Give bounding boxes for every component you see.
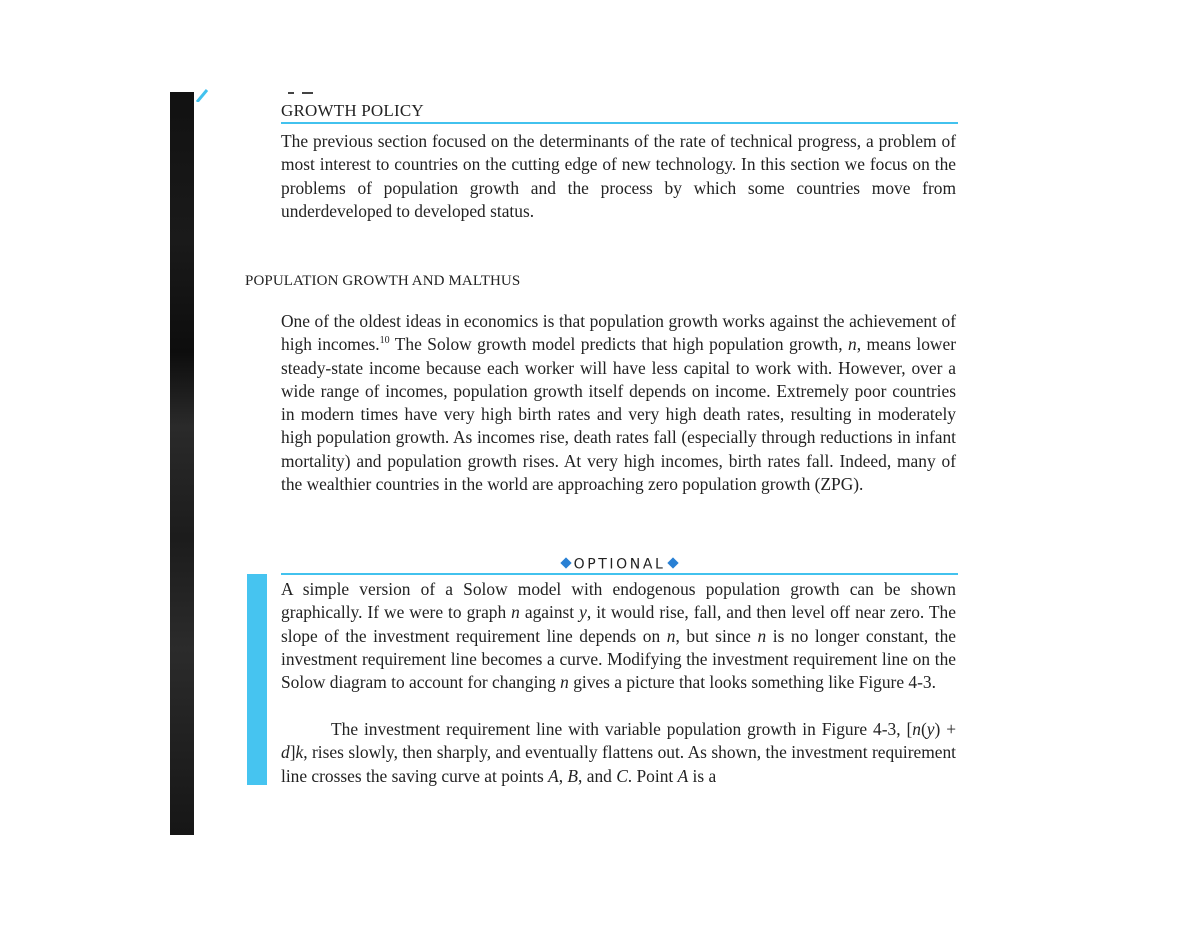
point-b: B	[567, 765, 579, 786]
var-n: n	[560, 672, 569, 693]
optional-label: OPTIONAL	[573, 556, 666, 573]
opt2-t5: , rises slowly, then sharply, and eventually flattens out. As shown, the investment requirement line crosses the saving curve at points	[281, 742, 956, 786]
optional-paragraph-2	[281, 718, 956, 788]
var-n: n	[666, 625, 676, 646]
footnote-ref[interactable]: 10	[379, 335, 390, 347]
section-title: GROWTH POLICY	[281, 101, 424, 120]
section-heading	[281, 102, 958, 124]
var-y: y	[579, 602, 587, 623]
optional-paragraph-1	[281, 578, 956, 694]
point-a: A	[548, 765, 559, 786]
opt2-t1: The investment requirement line with variable population growth in Figure 4-3, [	[331, 719, 913, 739]
opt2-t2: (	[920, 719, 927, 739]
opt2-t9: is a	[688, 765, 717, 786]
book-spine-shadow	[170, 92, 194, 835]
opt2-t8: . Point	[627, 765, 678, 786]
intro-paragraph	[281, 130, 956, 223]
malthus-text-a: One of the oldest ideas in economics is that population growth works against the achievement of high incomes.	[281, 311, 956, 355]
var-k: k	[295, 742, 304, 763]
opt1-t1: A simple version of a Solow model with endogenous population growth can be shown graphically. If we were to graph	[281, 579, 956, 623]
malthus-text	[281, 310, 956, 496]
opt1-t3: , it would rise, fall, and then level off near zero. The slope of the investment requirement line depends on	[281, 602, 956, 646]
optional-side-bar	[247, 574, 267, 785]
opt2-t7: , and	[578, 765, 617, 786]
optional-heading	[281, 555, 958, 575]
malthus-paragraph	[281, 310, 956, 496]
var-d: d	[281, 742, 290, 763]
diamond-icon	[668, 557, 679, 568]
intro-text: The previous section focused on the determinants of the rate of technical progress, a problem of most interest to countries on the cutting edge of new technology. In this section we focus on the problems of population growth and the process by which some countries move from underdeveloped to developed status.	[281, 131, 956, 221]
optional-text-1	[281, 578, 956, 694]
opt1-t4: , but since	[675, 625, 758, 646]
diamond-icon	[560, 557, 571, 568]
var-n: n	[757, 625, 767, 646]
opt1-t6: gives a picture that looks something like Figure 4-3.	[568, 672, 936, 693]
opt2-t3: ) +	[934, 719, 957, 739]
opt1-t5: is no longer constant, the investment requirement line becomes a curve. Modifying the investment requirement line on the Solow diagram to account for changing	[281, 625, 956, 693]
malthus-text-c: , means lower steady-state income because each worker will have less capital to work with. However, over a wide range of incomes, population growth itself depends on income. Extremely poor countries in modern times have very high birth rates and very high death rates, resulting in moderately high population growth. As incomes rise, death rates fall (especially through reductions in infant mortality) and population growth rises. At very high incomes, birth rates fall. Indeed, many of the wealthier countries in the world are approaching zero population growth (ZPG).	[281, 334, 957, 495]
corner-tick-icon	[195, 88, 211, 102]
opt2-t6: ,	[558, 765, 568, 786]
var-y: y	[926, 719, 935, 739]
var-n: n	[511, 602, 520, 623]
var-n: n	[848, 334, 857, 355]
cropped-text-marks	[282, 92, 332, 95]
point-c: C	[616, 765, 628, 786]
var-n: n	[912, 719, 921, 739]
point-a: A	[677, 765, 689, 786]
optional-text-2	[281, 718, 956, 788]
malthus-text-b: The Solow growth model predicts that high population growth,	[389, 334, 849, 355]
opt2-t4: ]	[289, 742, 296, 763]
opt1-t2: against	[519, 602, 580, 623]
subsection-title: POPULATION GROWTH AND MALTHUS	[245, 273, 521, 289]
